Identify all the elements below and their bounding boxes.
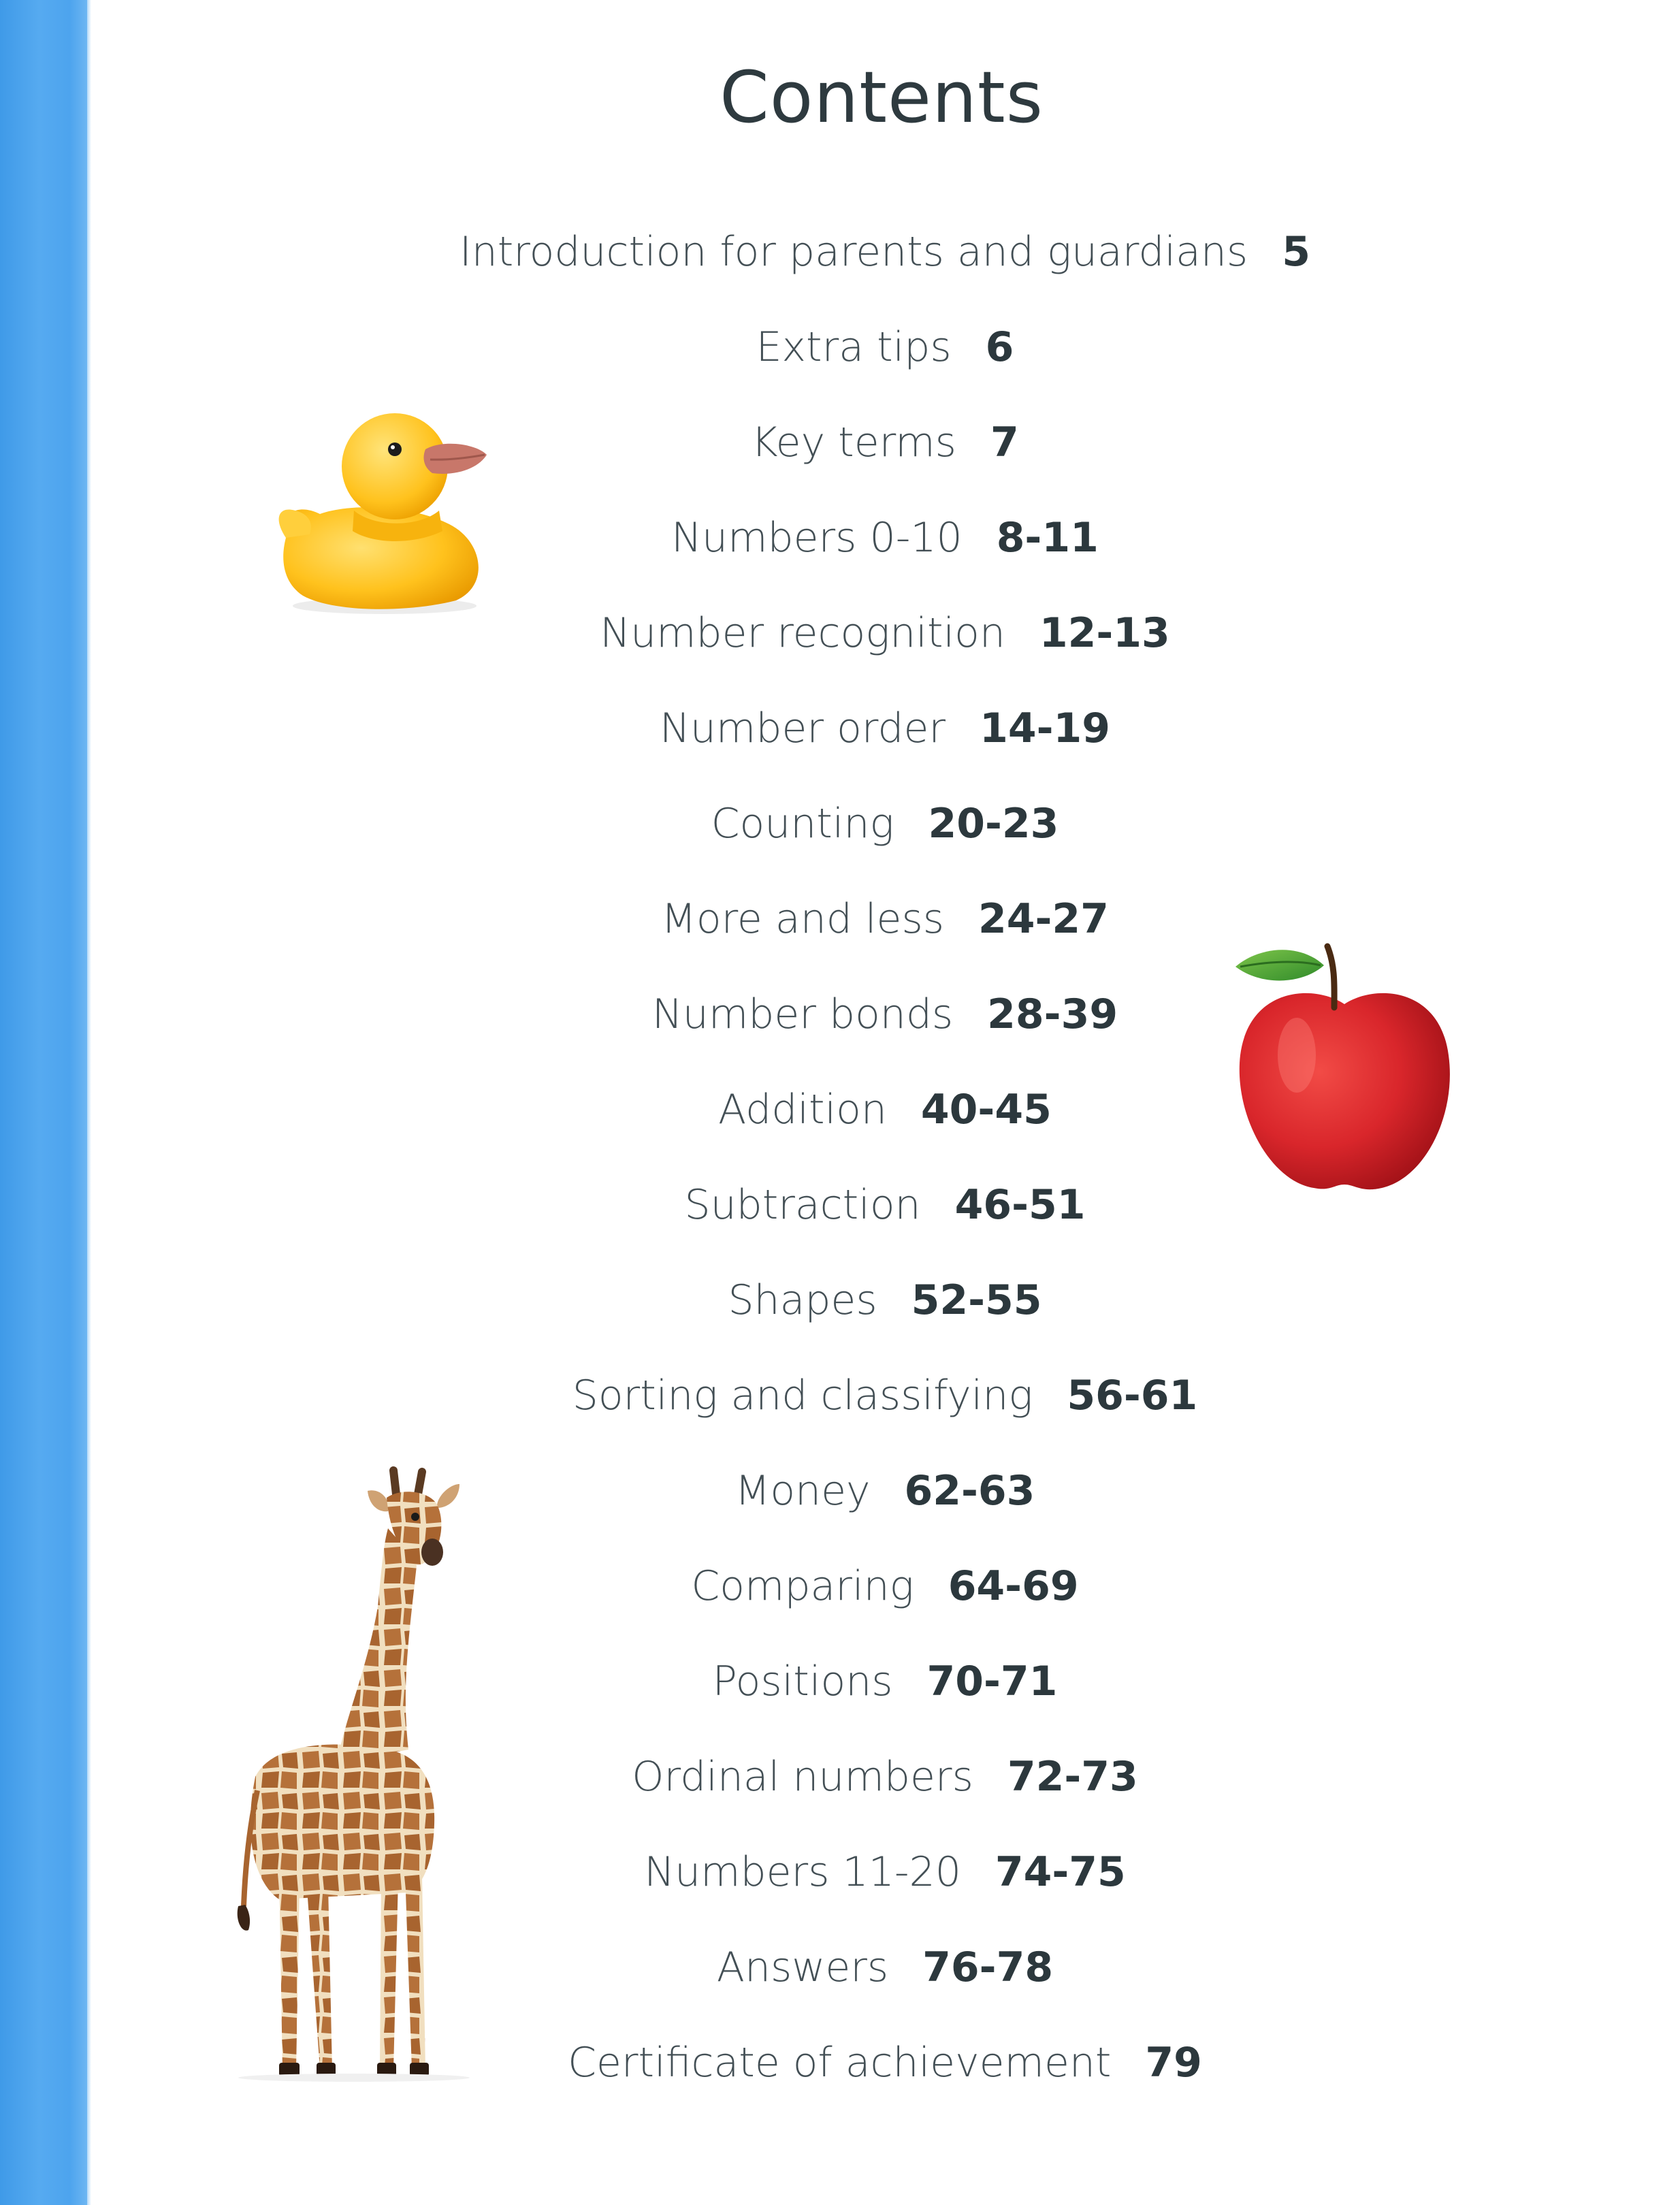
toc-entry-label: Introduction for parents and guardians bbox=[459, 228, 1248, 276]
toc-entry-label: Ordinal numbers bbox=[632, 1753, 973, 1801]
toc-entry[interactable] bbox=[408, 1940, 1361, 1995]
toc-entry-label: Number recognition bbox=[600, 609, 1005, 657]
toc-entry[interactable] bbox=[408, 701, 1361, 756]
blue-spine-edge bbox=[0, 0, 87, 2205]
toc-entry-label: Key terms bbox=[751, 419, 956, 466]
toc-entry[interactable] bbox=[408, 415, 1361, 470]
toc-entry-label: Answers bbox=[716, 1944, 889, 1991]
toc-entry[interactable] bbox=[408, 511, 1361, 565]
toc-entry[interactable] bbox=[408, 987, 1361, 1042]
toc-entry-pages: 56-61 bbox=[1067, 1372, 1198, 1419]
toc-entry-pages: 70-71 bbox=[926, 1658, 1058, 1705]
toc-entry-label: Number bonds bbox=[651, 991, 954, 1038]
toc-entry[interactable] bbox=[408, 1273, 1361, 1327]
toc-entry[interactable] bbox=[408, 320, 1361, 374]
toc-entry[interactable] bbox=[408, 1082, 1361, 1137]
toc-entry-pages: 62-63 bbox=[904, 1467, 1035, 1515]
toc-entry[interactable] bbox=[408, 2035, 1361, 2090]
toc-entry-pages: 24-27 bbox=[978, 895, 1109, 943]
toc-entry-label: More and less bbox=[661, 895, 944, 943]
apple-icon bbox=[1232, 939, 1457, 1198]
toc-entry-label: Counting bbox=[711, 800, 894, 848]
toc-entry-pages: 8-11 bbox=[996, 514, 1099, 562]
toc-entry-pages: 46-51 bbox=[954, 1181, 1086, 1229]
toc-entry-pages: 64-69 bbox=[948, 1562, 1079, 1610]
toc-entry[interactable] bbox=[408, 1178, 1361, 1232]
toc-entry-pages: 20-23 bbox=[928, 800, 1059, 848]
toc-entry-label: Sorting and classifying bbox=[572, 1372, 1033, 1419]
toc-entry-pages: 76-78 bbox=[922, 1944, 1054, 1991]
toc-entry-label: Money bbox=[734, 1467, 871, 1515]
toc-entry-pages: 5 bbox=[1282, 228, 1310, 276]
toc-entry[interactable] bbox=[408, 1464, 1361, 1518]
rubber-duck-icon bbox=[272, 402, 497, 619]
toc-entry-pages: 6 bbox=[985, 323, 1014, 371]
toc-entry-pages: 7 bbox=[990, 419, 1019, 466]
toc-entry-label: Shapes bbox=[728, 1276, 877, 1324]
toc-entry-label: Comparing bbox=[691, 1562, 914, 1610]
toc-entry[interactable] bbox=[408, 892, 1361, 946]
toc-entry-pages: 28-39 bbox=[987, 991, 1118, 1038]
toc-entry-label: Subtraction bbox=[684, 1181, 921, 1229]
giraffe-icon bbox=[218, 1464, 490, 2083]
toc-entry-pages: 72-73 bbox=[1007, 1753, 1138, 1801]
toc-entry-pages: 14-19 bbox=[980, 705, 1110, 752]
toc-entry[interactable] bbox=[408, 1654, 1361, 1709]
toc-entry[interactable] bbox=[408, 606, 1361, 660]
toc-entry[interactable] bbox=[408, 225, 1361, 279]
toc-entry-label: Numbers 0-10 bbox=[671, 514, 963, 562]
toc-entry[interactable] bbox=[408, 796, 1361, 851]
toc-entry[interactable] bbox=[408, 1368, 1361, 1423]
toc-entry[interactable] bbox=[408, 1845, 1361, 1899]
toc-entry-label: Number order bbox=[660, 705, 946, 752]
toc-entry[interactable] bbox=[408, 1559, 1361, 1613]
toc-entry[interactable] bbox=[408, 1750, 1361, 1804]
toc-entry-label: Numbers 11-20 bbox=[644, 1848, 961, 1896]
page-title: Contents bbox=[720, 56, 1044, 139]
toc-entry-label: Positions bbox=[712, 1658, 893, 1705]
toc-entry-pages: 12-13 bbox=[1039, 609, 1170, 657]
toc-entry-pages: 79 bbox=[1145, 2039, 1202, 2087]
toc-entry-pages: 52-55 bbox=[911, 1276, 1042, 1324]
toc-entry-pages: 74-75 bbox=[995, 1848, 1126, 1896]
toc-entry-label: Certificate of achievement bbox=[568, 2039, 1112, 2087]
toc-entry-label: Extra tips bbox=[756, 323, 952, 371]
toc-entry-pages: 40-45 bbox=[920, 1086, 1052, 1133]
toc-entry-label: Addition bbox=[718, 1086, 887, 1133]
